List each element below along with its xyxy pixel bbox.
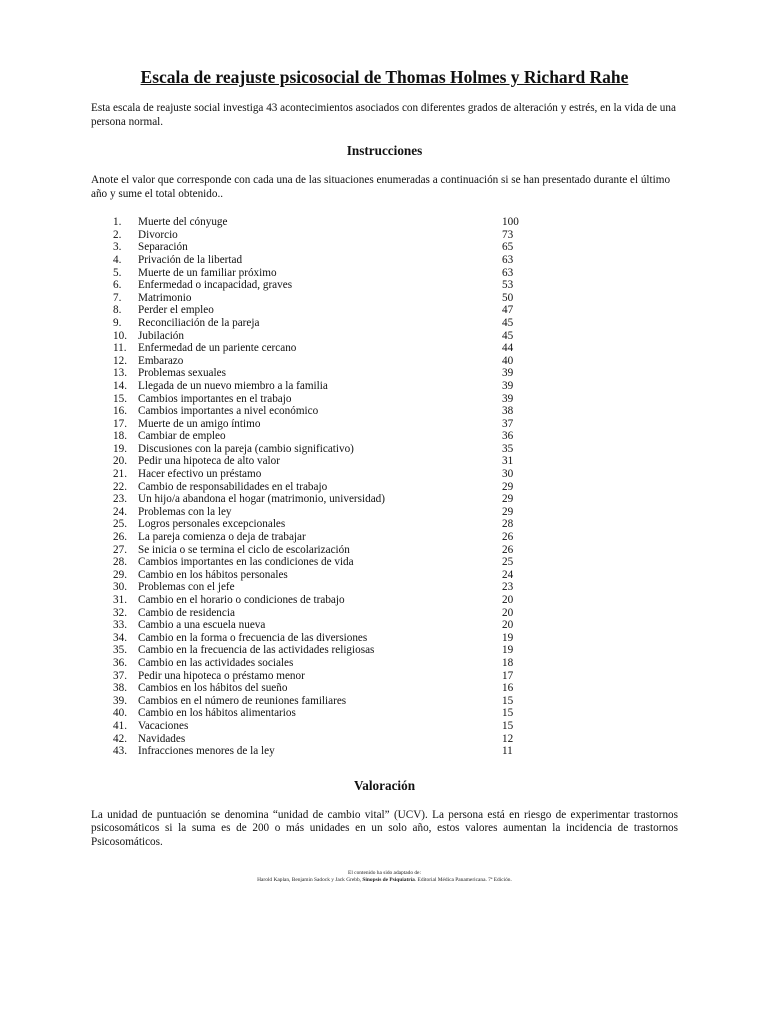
item-value: 17 <box>502 669 514 682</box>
item-value: 18 <box>502 656 514 669</box>
item-label: Muerte del cónyuge <box>138 216 228 229</box>
item-number: 38. <box>113 682 127 695</box>
item-value: 39 <box>502 379 514 392</box>
item-label: Reconciliación de la pareja <box>138 316 260 329</box>
item-number: 1. <box>113 216 122 229</box>
document-title: Escala de reajuste psicosocial de Thomas Holmes y Richard Rahe <box>140 67 629 87</box>
item-value: 47 <box>502 304 514 317</box>
item-label: Cambios en el número de reuniones familiares <box>138 694 347 707</box>
item-value: 39 <box>502 367 514 380</box>
list-item <box>91 330 678 343</box>
events-list <box>91 216 678 758</box>
list-item <box>91 581 678 594</box>
item-label: Embarazo <box>138 354 184 367</box>
item-label: Vacaciones <box>138 719 189 732</box>
item-value: 15 <box>502 707 514 720</box>
footer-line-1: El contenido ha sido adaptado de: <box>348 869 421 876</box>
item-value: 29 <box>502 493 514 506</box>
item-value: 24 <box>502 568 514 581</box>
item-label: Cambio a una escuela nueva <box>138 619 266 632</box>
item-label: Muerte de un familiar próximo <box>138 266 277 279</box>
item-label: Problemas sexuales <box>138 367 226 380</box>
item-number: 42. <box>113 732 127 745</box>
list-item <box>91 720 678 733</box>
list-item <box>91 317 678 330</box>
list-item <box>91 393 678 406</box>
intro-paragraph: Esta escala de reajuste social investiga 43 acontecimientos asociados con diferentes grados de alteración y estrés, en la vida de una persona normal. <box>91 102 676 128</box>
list-item <box>91 531 678 544</box>
item-value: 37 <box>502 417 514 430</box>
item-number: 22. <box>113 480 127 493</box>
list-item <box>91 594 678 607</box>
item-number: 4. <box>113 253 122 266</box>
list-item <box>91 745 678 758</box>
item-value: 31 <box>502 455 514 468</box>
item-value: 29 <box>502 505 514 518</box>
list-item <box>91 707 678 720</box>
item-value: 30 <box>502 468 514 481</box>
item-value: 39 <box>502 392 514 405</box>
item-number: 2. <box>113 228 122 241</box>
item-number: 26. <box>113 531 127 544</box>
item-label: Cambio en la frecuencia de las actividades religiosas <box>138 644 375 657</box>
item-number: 20. <box>113 455 127 468</box>
item-label: Discusiones con la pareja (cambio significativo) <box>138 442 354 455</box>
item-number: 12. <box>113 354 127 367</box>
list-item <box>91 455 678 468</box>
item-value: 25 <box>502 556 514 569</box>
item-number: 41. <box>113 719 127 732</box>
instructions-paragraph: Anote el valor que corresponde con cada una de las situaciones enumeradas a continuación si se han presentado durante el último año y sume el total obtenido.. <box>91 174 671 200</box>
item-label: Cambio en los hábitos alimentarios <box>138 707 296 720</box>
item-value: 19 <box>502 631 514 644</box>
item-label: Infracciones menores de la ley <box>138 745 275 758</box>
item-label: Matrimonio <box>138 291 192 304</box>
item-value: 73 <box>502 228 514 241</box>
item-value: 23 <box>502 581 514 594</box>
list-item <box>91 443 678 456</box>
item-label: Problemas con la ley <box>138 505 232 518</box>
item-label: Enfermedad de un pariente cercano <box>138 342 297 355</box>
item-number: 16. <box>113 405 127 418</box>
source-footer <box>91 870 678 884</box>
item-value: 26 <box>502 531 514 544</box>
item-number: 13. <box>113 367 127 380</box>
item-value: 19 <box>502 644 514 657</box>
item-value: 35 <box>502 442 514 455</box>
item-value: 16 <box>502 682 514 695</box>
list-item <box>91 229 678 242</box>
item-number: 5. <box>113 266 122 279</box>
item-value: 15 <box>502 719 514 732</box>
item-number: 9. <box>113 316 122 329</box>
list-item <box>91 468 678 481</box>
item-label: Cambio en las actividades sociales <box>138 656 294 669</box>
item-label: Cambios importantes a nivel económico <box>138 405 319 418</box>
item-number: 33. <box>113 619 127 632</box>
item-label: Separación <box>138 241 188 254</box>
item-number: 27. <box>113 543 127 556</box>
item-label: Enfermedad o incapacidad, graves <box>138 279 293 292</box>
list-item <box>91 279 678 292</box>
item-number: 25. <box>113 518 127 531</box>
item-number: 11. <box>113 342 127 355</box>
item-number: 10. <box>113 329 127 342</box>
item-value: 15 <box>502 694 514 707</box>
item-number: 34. <box>113 631 127 644</box>
item-label: Pedir una hipoteca o préstamo menor <box>138 669 305 682</box>
item-number: 29. <box>113 568 127 581</box>
item-label: Pedir una hipoteca de alto valor <box>138 455 280 468</box>
item-label: Muerte de un amigo íntimo <box>138 417 261 430</box>
item-value: 28 <box>502 518 514 531</box>
list-item <box>91 367 678 380</box>
item-label: Cambio de residencia <box>138 606 235 619</box>
list-item <box>91 506 678 519</box>
item-number: 35. <box>113 644 127 657</box>
item-value: 53 <box>502 279 514 292</box>
item-number: 31. <box>113 594 127 606</box>
item-number: 32. <box>113 606 127 619</box>
item-value: 29 <box>502 480 514 493</box>
item-number: 28. <box>113 556 127 569</box>
list-item <box>91 518 678 531</box>
list-item <box>91 216 678 229</box>
footer-book-title: Sinopsis de Psiquiatría <box>362 876 415 883</box>
valoracion-heading: Valoración <box>353 777 416 793</box>
item-label: Cambios en los hábitos del sueño <box>138 682 288 695</box>
item-label: Llegada de un nuevo miembro a la familia <box>138 379 328 392</box>
list-item <box>91 544 678 557</box>
instructions-heading: Instrucciones <box>346 143 423 158</box>
item-label: La pareja comienza o deja de trabajar <box>138 531 306 544</box>
list-item <box>91 241 678 254</box>
item-label: Divorcio <box>138 228 178 241</box>
item-value: 20 <box>502 594 514 606</box>
list-item <box>91 493 678 506</box>
list-item <box>91 380 678 393</box>
item-number: 3. <box>113 241 122 254</box>
item-value: 38 <box>502 405 514 418</box>
item-number: 37. <box>113 669 127 682</box>
item-label: Perder el empleo <box>138 304 214 317</box>
list-item <box>91 733 678 746</box>
list-item <box>91 695 678 708</box>
item-label: Cambio en la forma o frecuencia de las diversiones <box>138 631 368 644</box>
item-value: 63 <box>502 266 514 279</box>
list-item <box>91 619 678 632</box>
item-number: 43. <box>113 745 127 758</box>
list-item <box>91 682 678 695</box>
list-item <box>91 607 678 620</box>
item-value: 40 <box>502 354 514 367</box>
item-number: 17. <box>113 417 127 430</box>
list-item <box>91 405 678 418</box>
item-value: 63 <box>502 253 514 266</box>
item-label: Navidades <box>138 732 186 745</box>
item-number: 19. <box>113 442 127 455</box>
item-number: 15. <box>113 392 127 405</box>
item-value: 26 <box>502 543 514 556</box>
item-value: 45 <box>502 316 514 329</box>
item-value: 100 <box>502 216 519 229</box>
item-label: Cambios importantes en las condiciones de vida <box>138 556 354 569</box>
item-value: 12 <box>502 732 514 745</box>
item-value: 44 <box>502 342 514 355</box>
item-number: 8. <box>113 304 122 317</box>
list-item <box>91 418 678 431</box>
list-item <box>91 657 678 670</box>
item-number: 36. <box>113 656 127 669</box>
list-item <box>91 556 678 569</box>
item-label: Problemas con el jefe <box>138 581 235 594</box>
list-item <box>91 430 678 443</box>
list-item <box>91 267 678 280</box>
item-label: Logros personales excepcionales <box>138 518 286 531</box>
list-item <box>91 670 678 683</box>
item-value: 50 <box>502 291 514 304</box>
list-item <box>91 292 678 305</box>
item-label: Cambio de responsabilidades en el trabajo <box>138 480 328 493</box>
item-value: 11 <box>502 745 513 758</box>
footer-line-2 <box>91 877 678 884</box>
item-label: Cambiar de empleo <box>138 430 226 443</box>
item-number: 7. <box>113 291 122 304</box>
list-item <box>91 569 678 582</box>
item-label: Se inicia o se termina el ciclo de escolarización <box>138 543 350 556</box>
item-number: 40. <box>113 707 127 720</box>
item-value: 20 <box>502 619 514 632</box>
item-label: Un hijo/a abandona el hogar (matrimonio, universidad) <box>138 493 385 506</box>
list-item <box>91 304 678 317</box>
item-value: 20 <box>502 606 514 619</box>
list-item <box>91 355 678 368</box>
footer-authors: Harold Kaplan, Benjamin Sadock y Jack Grebb, <box>257 876 362 883</box>
list-item <box>91 254 678 267</box>
list-item <box>91 632 678 645</box>
item-label: Jubilación <box>138 329 184 342</box>
list-item <box>91 644 678 657</box>
item-number: 30. <box>113 581 127 594</box>
item-value: 65 <box>502 241 514 254</box>
item-number: 18. <box>113 430 127 443</box>
item-number: 24. <box>113 505 127 518</box>
item-label: Cambio en el horario o condiciones de trabajo <box>138 594 345 606</box>
item-label: Hacer efectivo un préstamo <box>138 468 262 481</box>
item-number: 14. <box>113 379 127 392</box>
item-number: 39. <box>113 694 127 707</box>
list-item <box>91 342 678 355</box>
item-number: 23. <box>113 493 127 506</box>
item-number: 6. <box>113 279 122 292</box>
item-value: 45 <box>502 329 514 342</box>
item-label: Privación de la libertad <box>138 253 243 266</box>
item-value: 36 <box>502 430 514 443</box>
valoracion-paragraph: La unidad de puntuación se denomina “unidad de cambio vital” (UCV). La persona está en riesgo de experimentar trastornos psicosomáticos si la suma es de 200 o más unidades en un solo año, estos valores aumentan la incidencia de trastornos Psicosomáticos. <box>91 808 678 848</box>
item-label: Cambios importantes en el trabajo <box>138 392 292 405</box>
item-number: 21. <box>113 468 127 481</box>
item-label: Cambio en los hábitos personales <box>138 568 288 581</box>
list-item <box>91 481 678 494</box>
footer-publisher: . Editorial Médica Panamericana. 7ª Edición. <box>414 876 512 883</box>
